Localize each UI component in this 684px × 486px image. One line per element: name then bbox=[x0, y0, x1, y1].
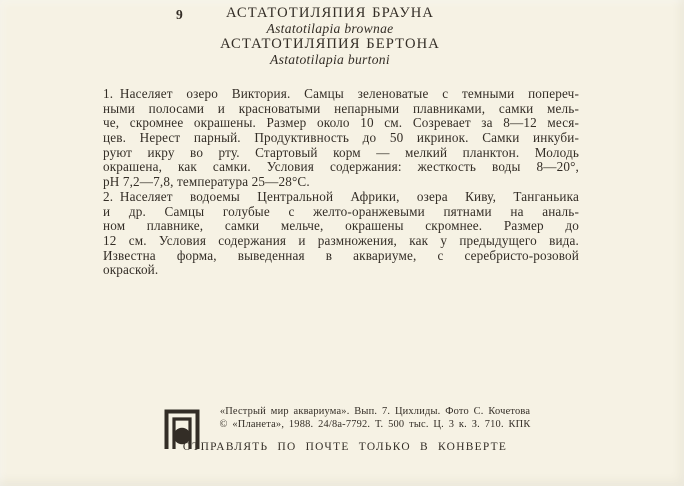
page-number: 9 bbox=[176, 7, 184, 22]
text-line: окраской. bbox=[103, 262, 159, 278]
postal-notice: ОТПРАВЛЯТЬ ПО ПОЧТЕ ТОЛЬКО В КОНВЕРТЕ bbox=[182, 441, 508, 453]
text-line: Известна форма, выведенная в аквариуме, с серебристо-розовой bbox=[103, 247, 579, 263]
species-1-name-latin: Astatotilapia brownae bbox=[266, 21, 394, 37]
imprint-series-line: «Пестрый мир аквариума». Вып. 7. Цихлиды. Фото С. Кочетова bbox=[219, 406, 531, 417]
text-line: 12 см. Условия содержания и размножения, как у предыдущего вида. bbox=[103, 232, 579, 248]
text-line: цев. Нерест парный. Продуктивность до 50 икринок. Самки инкуби- bbox=[103, 130, 579, 146]
imprint-publisher-line: © «Планета», 1988. 24/8а-7792. Т. 500 тыс. Ц. 3 к. З. 710. КПК bbox=[219, 418, 531, 430]
text-line: ном плавнике, самки мельче, окрашены скромнее. Размер до bbox=[103, 218, 579, 234]
text-line: че, скромнее окрашены. Размер около 10 см. Созревает за 8—12 меся- bbox=[103, 115, 579, 131]
text-line: pH 7,2—7,8, температура 25—28°С. bbox=[103, 174, 310, 190]
text-line: ными полосами и красноватыми непарными плавниками, самки мель- bbox=[103, 100, 579, 116]
text-line: и др. Самцы голубые с желто-оранжевыми пятнами на аналь- bbox=[103, 203, 579, 219]
text-line: окрашена, как самки. Условия содержания: жесткость воды 8—20°, bbox=[103, 159, 579, 175]
species-2-name-ru: АСТАТОТИЛЯПИЯ БЕРТОНА bbox=[220, 35, 440, 52]
header bbox=[0, 6, 660, 68]
description-text bbox=[103, 87, 579, 278]
text-line: руют икру во рту. Стартовый корм — мелкий планктон. Молодь bbox=[103, 144, 579, 160]
species-1-name-ru: АСТАТОТИЛЯПИЯ БРАУНА bbox=[225, 5, 435, 21]
species-2-name-latin: Astatotilapia burtoni bbox=[270, 52, 390, 68]
text-line: 2. Населяет водоемы Центральной Африки, озера Киву, Танганьика bbox=[103, 188, 579, 204]
text-line: 1. Населяет озеро Виктория. Самцы зеленоватые с темными попереч- bbox=[103, 86, 579, 101]
imprint bbox=[203, 406, 547, 431]
